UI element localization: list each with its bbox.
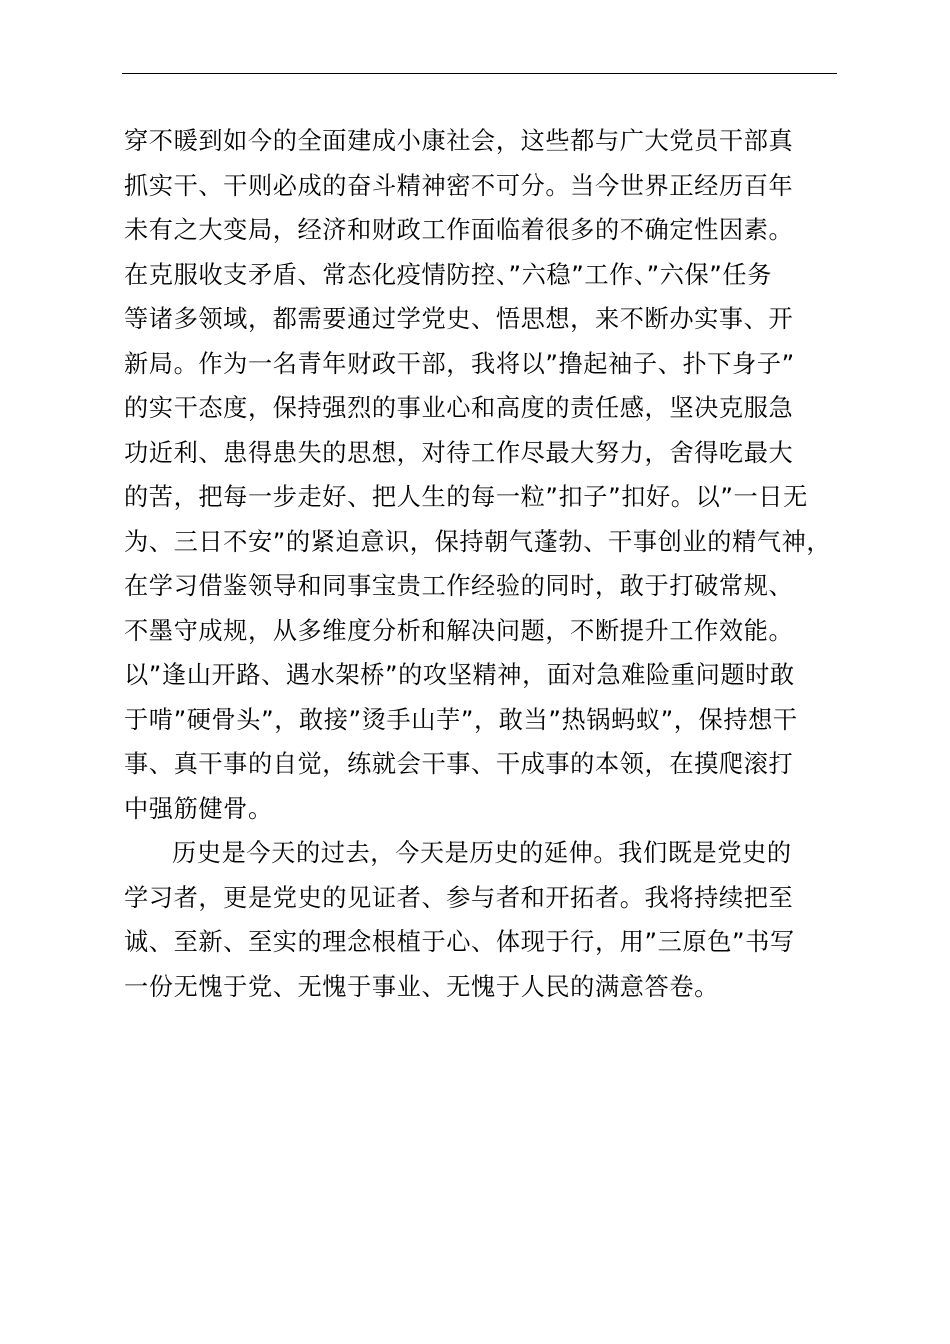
text-line: 新局。作为一名青年财政干部，我将以”撸起袖子、扑下身子” xyxy=(124,349,795,378)
text-line: 等诸多领域，都需要通过学党史、悟思想，来不断办实事、开 xyxy=(124,305,794,333)
header-rule xyxy=(122,73,837,74)
text-line: 历史是今天的过去，今天是历史的延伸。我们既是党史的 xyxy=(172,839,792,867)
text-line: 在学习借鉴领导和同事宝贵工作经验的同时，敢于打破常规、 xyxy=(124,572,794,600)
text-line: 穿不暖到如今的全面建成小康社会，这些都与广大党员干部真 xyxy=(124,127,794,155)
text-line: 中强筋健骨。 xyxy=(124,794,273,823)
text-line: 在克服收支矛盾、常态化疫情防控、”六稳”工作、”六保”任务 xyxy=(124,260,773,289)
text-line: 以”逢山开路、遇水架桥”的攻坚精神，面对急难险重问题时敢 xyxy=(124,661,795,689)
text-line: 于啃”硬骨头”，敢接”烫手山芋”，敢当”热锅蚂蚁”，保持想干 xyxy=(124,705,798,734)
text-line: 功近利、患得患失的思想，对待工作尽最大努力，舍得吃最大 xyxy=(124,438,794,467)
paragraph-2 xyxy=(124,831,864,1009)
text-line: 为、三日不安”的紧迫意识，保持朝气蓬勃、干事创业的精气神， xyxy=(124,527,832,556)
text-line: 诚、至新、至实的理念根植于心、体现于行，用”三原色”书写 xyxy=(124,928,795,956)
text-line: 不墨守成规，从多维度分析和解决问题，不断提升工作效能。 xyxy=(124,616,794,645)
text-line: 的苦，把每一步走好、把人生的每一粒”扣子”扣好。以”一日无 xyxy=(124,483,808,511)
paragraph-1 xyxy=(124,119,864,831)
text-line: 学习者，更是党史的见证者、参与者和开拓者。我将持续把至 xyxy=(124,883,794,912)
document-body xyxy=(124,119,864,1009)
text-line: 抓实干、干则必成的奋斗精神密不可分。当今世界正经历百年 xyxy=(124,171,794,200)
text-line: 的实干态度，保持强烈的事业心和高度的责任感，坚决克服急 xyxy=(124,394,794,422)
text-line: 未有之大变局，经济和财政工作面临着很多的不确定性因素。 xyxy=(124,216,794,244)
text-line: 一份无愧于党、无愧于事业、无愧于人民的满意答卷。 xyxy=(124,972,719,1001)
text-line: 事、真干事的自觉，练就会干事、干成事的本领，在摸爬滚打 xyxy=(124,750,794,778)
